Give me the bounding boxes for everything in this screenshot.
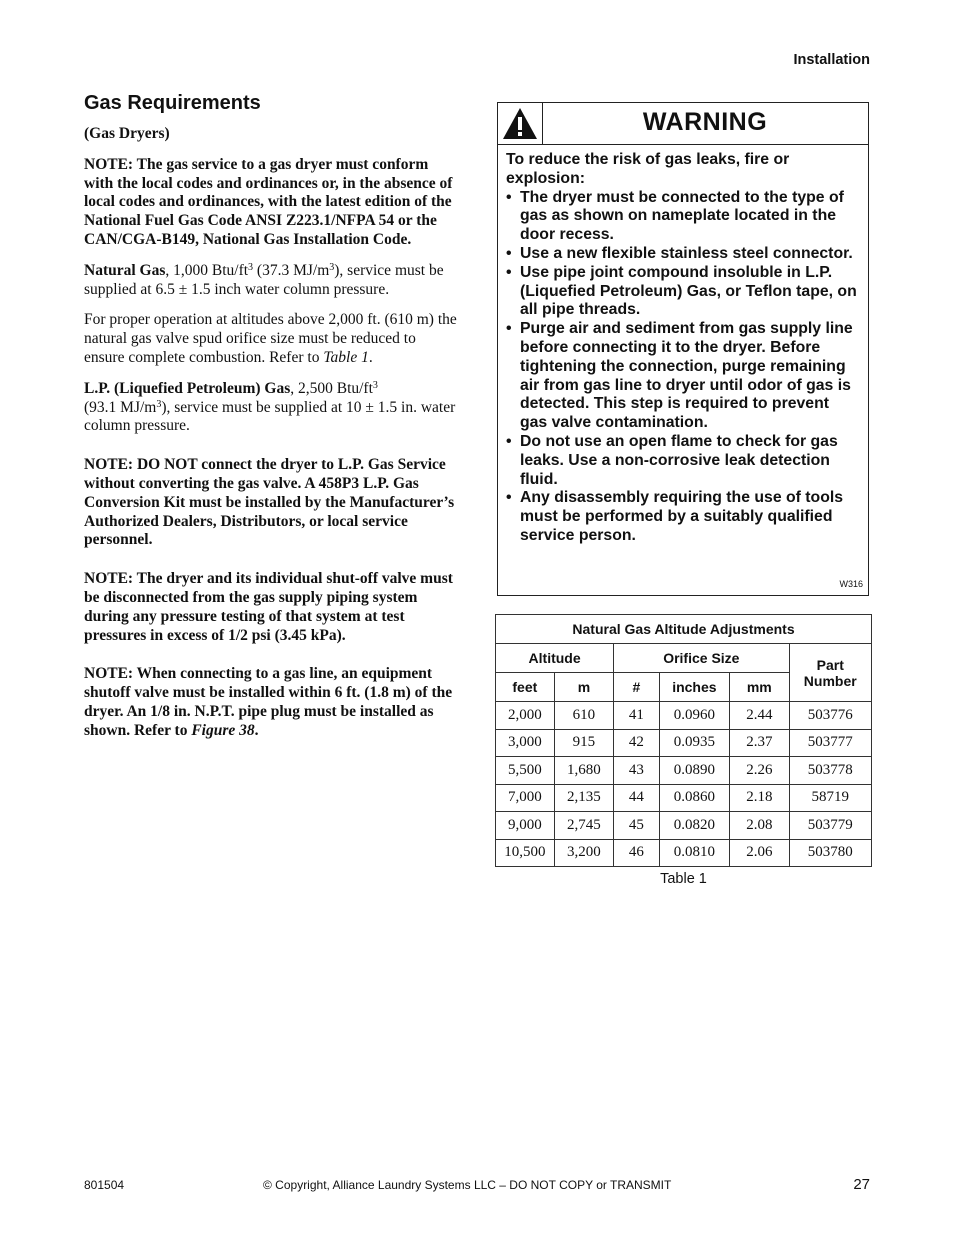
table-caption: Table 1 (660, 871, 707, 887)
table-row (496, 839, 872, 867)
cell-part-number: 503776 (789, 702, 872, 730)
warning-header (498, 103, 868, 145)
lp-gas-text-1: , 2,500 Btu/ft (290, 379, 373, 397)
lp-gas-text-3: ), service must be supplied at 10 ± 1.5 in. water column pressure. (84, 398, 456, 435)
warning-item: • Any disassembly requiring the use of tools must be performed by a suitably qualified service person. (506, 489, 860, 545)
column-header-mm: mm (730, 673, 789, 702)
table-row (496, 784, 872, 812)
section-header: Installation (793, 52, 870, 68)
natural-gas-sup-2: 3 (329, 261, 335, 273)
altitude-text: For proper operation at altitudes above 2,000 ft. (610 m) the natural gas valve spud orifice size must be reduced to ensure complete combustion. Refer to (84, 311, 457, 366)
cell-orifice-number: 41 (614, 702, 659, 730)
warning-intro: To reduce the risk of gas leaks, fire or explosion: (506, 151, 790, 187)
cell-mm: 2.06 (730, 839, 789, 867)
gas-dryers-subtitle: (Gas Dryers) (84, 125, 170, 142)
cell-feet: 7,000 (496, 784, 555, 812)
altitude-paragraph (84, 311, 459, 367)
copyright-notice: © Copyright, Alliance Laundry Systems LLC – DO NOT COPY or TRANSMIT (263, 1178, 672, 1192)
natural-gas-text-1: , 1,000 Btu/ft (165, 261, 249, 279)
column-header-m: m (554, 673, 614, 702)
part-number-header: Part Number (789, 644, 872, 702)
table-1-reference: Table 1 (323, 348, 369, 366)
lp-gas-paragraph (84, 380, 459, 436)
warning-item: • The dryer must be connected to the type of gas as shown on nameplate located in the door recess. (506, 189, 860, 245)
gas-requirements-column (84, 92, 459, 753)
lp-gas-label: L.P. (Liquefied Petroleum) Gas (84, 379, 291, 397)
cell-orifice-number: 44 (614, 784, 659, 812)
cell-orifice-number: 43 (614, 757, 659, 785)
column-header-inches: inches (659, 673, 730, 702)
note-gas-codes: NOTE: The gas service to a gas dryer must conform with the local codes and ordinances or, in the absence of local codes and ordinances, with the latest edition of the National Fuel Gas Code ANSI Z223.1/NFPA 54 or the CAN/CGA-B149, National Gas Installation Code. (84, 155, 453, 248)
table-row (496, 812, 872, 840)
note-lp-conversion: NOTE: DO NOT connect the dryer to L.P. Gas Service without converting the gas valve. A 458P3 L.P. Gas Conversion Kit must be installed by the Manufacturer’s Authorized Dealers, Distributors, or local service personnel. (84, 456, 455, 549)
cell-inches: 0.0810 (659, 839, 730, 867)
cell-part-number: 503780 (789, 839, 872, 867)
cell-m: 2,135 (554, 784, 614, 812)
warning-box (497, 102, 869, 596)
lp-gas-sup-2: 3 (156, 398, 162, 410)
warning-item: • Do not use an open flame to check for gas leaks. Use a non-corrosive leak detection fluid. (506, 433, 860, 489)
cell-feet: 10,500 (496, 839, 555, 867)
cell-mm: 2.18 (730, 784, 789, 812)
table-title: Natural Gas Altitude Adjustments (496, 615, 872, 644)
cell-part-number: 503777 (789, 729, 872, 757)
figure-38-reference: Figure 38 (191, 721, 255, 739)
cell-mm: 2.08 (730, 812, 789, 840)
altitude-group-header: Altitude (496, 644, 614, 673)
cell-part-number: 503779 (789, 812, 872, 840)
natural-gas-sup-1: 3 (248, 261, 254, 273)
shutoff-note-end: . (254, 721, 259, 739)
lp-gas-text-2: (93.1 MJ/m (84, 398, 157, 416)
column-header-number: # (614, 673, 659, 702)
cell-inches: 0.0860 (659, 784, 730, 812)
natural-gas-paragraph (84, 262, 459, 300)
table-row (496, 757, 872, 785)
lp-gas-sup-1: 3 (372, 379, 378, 391)
natural-gas-text-3: ), service must be supplied at 6.5 ± 1.5 inch water column pressure. (84, 261, 444, 298)
cell-inches: 0.0820 (659, 812, 730, 840)
cell-m: 915 (554, 729, 614, 757)
orifice-group-header: Orifice Size (614, 644, 789, 673)
warning-item: • Use pipe joint compound insoluble in L.P. (Liquefied Petroleum) Gas, or Teflon tape, on all pipe threads. (506, 264, 860, 320)
cell-orifice-number: 45 (614, 812, 659, 840)
page-title: Gas Requirements (84, 92, 261, 114)
cell-orifice-number: 46 (614, 839, 659, 867)
document-number: 801504 (84, 1178, 125, 1192)
note-shutoff-valve (84, 665, 459, 740)
cell-inches: 0.0960 (659, 702, 730, 730)
cell-inches: 0.0935 (659, 729, 730, 757)
cell-feet: 9,000 (496, 812, 555, 840)
cell-m: 610 (554, 702, 614, 730)
cell-inches: 0.0890 (659, 757, 730, 785)
altitude-end: . (368, 348, 373, 366)
table-row (496, 729, 872, 757)
altitude-adjustments-table (495, 614, 872, 867)
warning-title: WARNING (642, 108, 768, 136)
warning-body (506, 151, 860, 546)
cell-mm: 2.26 (730, 757, 789, 785)
warning-code: W316 (839, 579, 863, 589)
warning-icon-cell (498, 103, 543, 144)
natural-gas-text-2: (37.3 MJ/m (253, 261, 330, 279)
cell-m: 2,745 (554, 812, 614, 840)
warning-list (506, 189, 860, 546)
note-pressure-testing: NOTE: The dryer and its individual shut-off valve must be disconnected from the gas supply piping system during any pressure testing of that system at test pressures in excess of 1/2 psi (3.45 kPa). (84, 570, 453, 644)
cell-orifice-number: 42 (614, 729, 659, 757)
column-header-feet: feet (496, 673, 555, 702)
cell-part-number: 503778 (789, 757, 872, 785)
cell-m: 1,680 (554, 757, 614, 785)
warning-item: • Use a new flexible stainless steel connector. (506, 245, 860, 264)
table-row (496, 702, 872, 730)
page-number: 27 (853, 1176, 870, 1193)
cell-feet: 3,000 (496, 729, 555, 757)
warning-item: • Purge air and sediment from gas supply line before connecting it to the dryer. Before tightening the connection, purge remaining air from gas line to dryer until odor of gas is detected. This step is required to prevent gas valve contamination. (506, 320, 860, 433)
cell-part-number: 58719 (789, 784, 872, 812)
cell-feet: 5,500 (496, 757, 555, 785)
warning-triangle-icon (498, 103, 542, 144)
natural-gas-label: Natural Gas (84, 261, 166, 279)
cell-mm: 2.44 (730, 702, 789, 730)
shutoff-note-text: NOTE: When connecting to a gas line, an equipment shutoff valve must be installed within 6 ft. (1.8 m) of the dryer. An 1/8 in. N.P.T. pipe plug must be installed as shown. Refer to (84, 665, 453, 739)
cell-feet: 2,000 (496, 702, 555, 730)
cell-m: 3,200 (554, 839, 614, 867)
cell-mm: 2.37 (730, 729, 789, 757)
